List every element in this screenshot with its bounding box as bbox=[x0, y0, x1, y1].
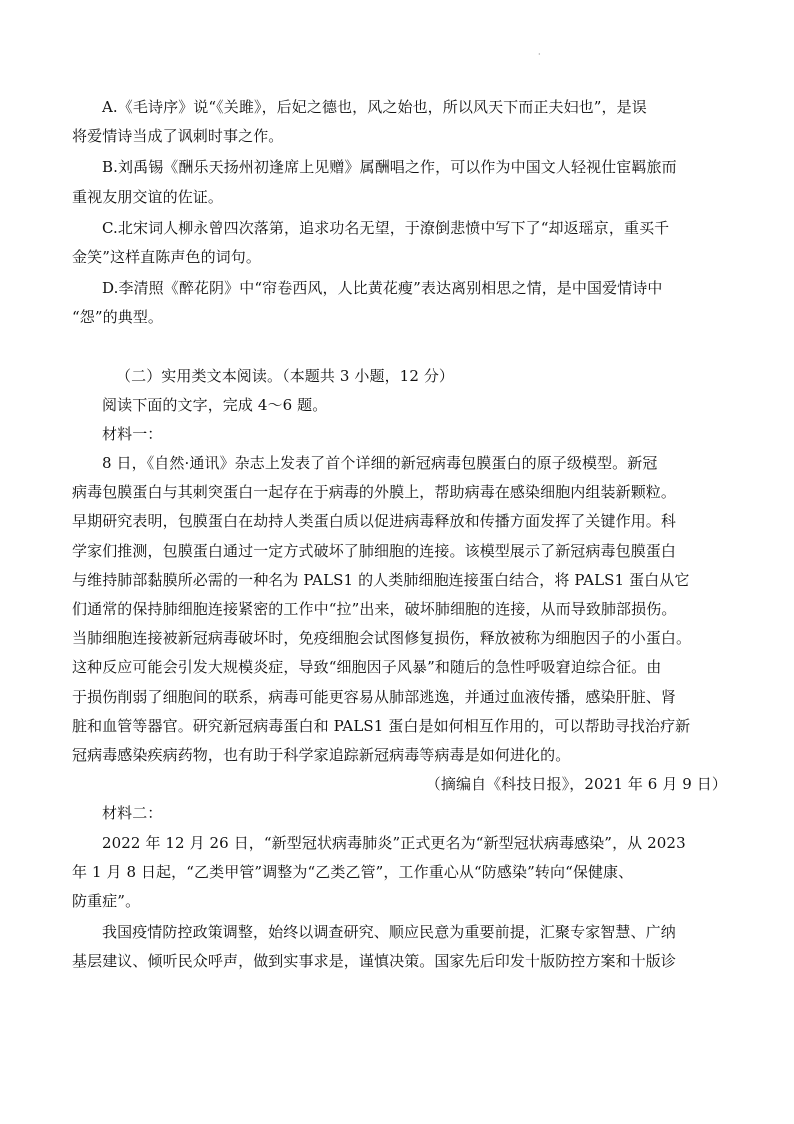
material1-line: 8 日，《自然·通讯》杂志上发表了首个详细的新冠病毒包膜蛋白的原子级模型。新冠 bbox=[102, 454, 658, 473]
option-c-line-2: 金笑”这样直陈声色的词句。 bbox=[72, 247, 261, 266]
material2-para1 bbox=[72, 829, 702, 917]
material2-label: 材料二： bbox=[102, 804, 163, 823]
material1-line: 这种反应可能会引发大规模炎症，导致“细胞因子风暴”和随后的急性呼吸窘迫综合征。由 bbox=[72, 658, 662, 677]
material1-line: 早期研究表明，包膜蛋白在劫持人类蛋白质以促进病毒释放和传播方面发挥了关键作用。科 bbox=[72, 512, 677, 531]
material2-para2-line: 我国疫情防控政策调整，始终以调查研究、顺应民意为重要前提，汇聚专家智慧、广纳 bbox=[102, 923, 676, 942]
material2-para2-line: 基层建议、倾听民众呼声，做到实事求是，谨慎决策。国家先后印发十版防控方案和十版诊 bbox=[72, 952, 677, 971]
option-a-line-1: A.《毛诗序》说“《关雎》，后妃之德也，风之始也，所以风天下而正夫妇也”，是误 bbox=[102, 98, 647, 116]
material1-line: 与维持肺部黏膜所必需的一种名为 PALS1 的人类肺细胞连接蛋白结合，将 PALS1 蛋白从它 bbox=[72, 570, 690, 589]
option-d-line-2: “怨”的典型。 bbox=[72, 308, 164, 327]
material2-para1-line: 年 1 月 8 日起，“乙类甲管”调整为“乙类乙管”，工作重心从“防感染”转向“保健康、 bbox=[72, 862, 634, 881]
option-d-line-1: D.李清照《醉花阴》中“帘卷西风，人比黄花瘦”表达离别相思之情，是中国爱情诗中 bbox=[102, 279, 663, 298]
page-content bbox=[72, 93, 727, 976]
section-heading: （二）实用类文本阅读。（本题共 3 小题，12 分） bbox=[116, 366, 455, 385]
option-c-line-1: C.北宋词人柳永曾四次落第，追求功名无望，于潦倒悲愤中写下了“却返瑶京，重买千 bbox=[102, 218, 670, 237]
material1-line: 病毒包膜蛋白与其刺突蛋白一起存在于病毒的外膜上，帮助病毒在感染细胞内组装新颗粒。 bbox=[72, 483, 677, 502]
option-c bbox=[72, 214, 702, 272]
material2-para1-line: 2022 年 12 月 26 日，“新型冠状病毒肺炎”正式更名为“新型冠状病毒感染”，从 2023 bbox=[102, 833, 686, 852]
material1-line: 学家们推测，包膜蛋白通过一定方式破坏了肺细胞的连接。该模型展示了新冠病毒包膜蛋白 bbox=[72, 541, 677, 560]
material1-label: 材料一： bbox=[102, 424, 163, 443]
material1-source: （摘编自《科技日报》，2021 年 6 月 9 日） bbox=[425, 775, 727, 794]
material1-line: 冠病毒感染疾病药物，也有助于科学家追踪新冠病毒等病毒是如何进化的。 bbox=[72, 745, 571, 764]
material2-para1-line: 防重症”。 bbox=[72, 891, 141, 910]
material2-para2 bbox=[72, 918, 702, 976]
material1-line: 于损伤削弱了细胞间的联系，病毒可能更容易从肺部逃逸，并通过血液传播，感染肝脏、肾 bbox=[72, 687, 677, 706]
option-b bbox=[72, 153, 702, 211]
material1-body bbox=[72, 449, 702, 770]
option-b-line-2: 重视友朋交谊的佐证。 bbox=[72, 187, 224, 206]
option-d bbox=[72, 274, 702, 332]
option-a bbox=[72, 93, 702, 151]
option-a-line-2: 将爱情诗当成了讽刺时事之作。 bbox=[72, 127, 284, 146]
instruction: 阅读下面的文字，完成 4～6 题。 bbox=[102, 395, 328, 414]
option-b-line-1: B.刘禹锡《酬乐天扬州初逢席上见赠》属酬唱之作，可以作为中国文人轻视仕宦羁旅而 bbox=[102, 158, 677, 177]
material1-line: 当肺细胞连接被新冠病毒破坏时，免疫细胞会试图修复损伤，释放被称为细胞因子的小蛋白。 bbox=[72, 629, 692, 648]
material1-line: 脏和血管等器官。研究新冠病毒蛋白和 PALS1 蛋白是如何相互作用的，可以帮助寻找治疗新 bbox=[72, 716, 691, 735]
material1-line: 们通常的保持肺细胞连接紧密的工作中“拉”出来，破坏肺细胞的连接，从而导致肺部损伤。 bbox=[72, 600, 677, 618]
top-mark: · bbox=[538, 50, 541, 59]
